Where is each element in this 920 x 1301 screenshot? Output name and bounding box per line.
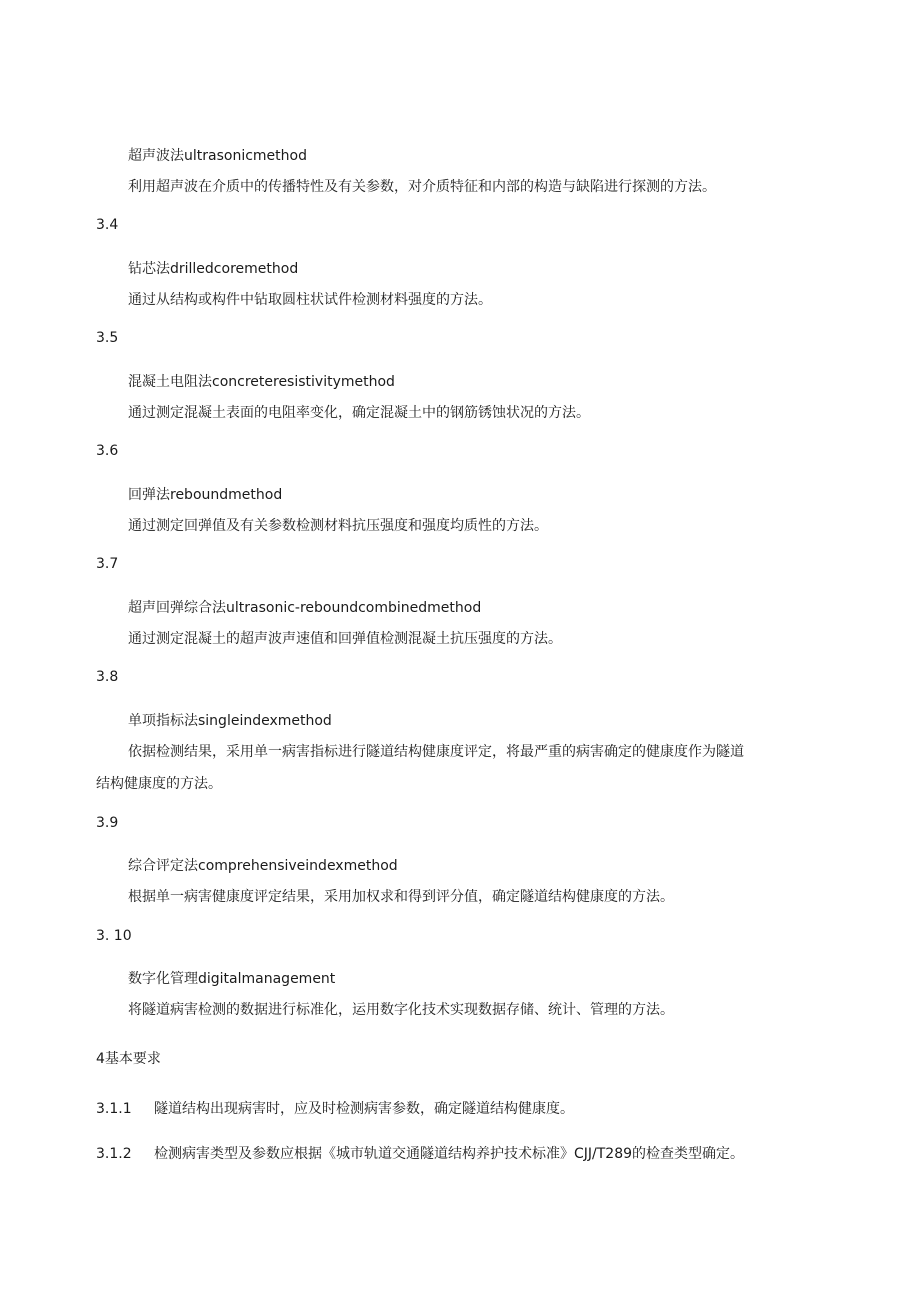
term-single-index-method: 单项指标法singleindexmethod <box>128 713 332 729</box>
term-digital-management: 数字化管理digitalmanagement <box>128 971 336 987</box>
term-ultrasonic-rebound-combined-method: 超声回弹综合法ultrasonic-reboundcombinedmethod <box>128 600 482 616</box>
definition-ultrasonic-method: 利用超声波在介质中的传播特性及有关参数，对介质特征和内部的构造与缺陷进行探测的方法。 <box>128 179 716 195</box>
definition-drilled-core-method: 通过从结构或构件中钻取圆柱状试件检测材料强度的方法。 <box>128 292 492 308</box>
clause-number-3-1-1: 3.1.1 <box>96 1101 132 1117</box>
definition-concrete-resistivity-method: 通过测定混凝土表面的电阻率变化，确定混凝土中的钢筋锈蚀状况的方法。 <box>128 405 590 421</box>
definition-single-index-method: 依据检测结果，采用单一病害指标进行隧道结构健康度评定，将最严重的病害确定的健康度作为隧道 <box>128 744 744 760</box>
clause-number-3-4: 3.4 <box>96 217 119 233</box>
chapter-heading: 4基本要求 <box>96 1051 161 1067</box>
clause-number-3-1-2: 3.1.2 <box>96 1146 132 1162</box>
definition-ultrasonic-rebound-combined-method: 通过测定混凝土的超声波声速值和回弹值检测混凝土抗压强度的方法。 <box>128 631 562 647</box>
term-drilled-core-method: 钻芯法drilledcoremethod <box>128 261 299 277</box>
clause-number-3-5: 3.5 <box>96 330 119 346</box>
definition-comprehensive-index-method: 根据单一病害健康度评定结果，采用加权求和得到评分值，确定隧道结构健康度的方法。 <box>128 889 674 905</box>
clause-text-3-1-1: 隧道结构出现病害时，应及时检测病害参数，确定隧道结构健康度。 <box>154 1101 574 1117</box>
clause-text-3-1-2: 检测病害类型及参数应根据《城市轨道交通隧道结构养护技术标准》CJJ/T289的检查类型确定。 <box>154 1146 745 1162</box>
term-concrete-resistivity-method: 混凝土电阻法concreteresistivitymethod <box>128 374 395 390</box>
term-ultrasonic-method: 超声波法ultrasonicmethod <box>128 148 307 164</box>
definition-rebound-method: 通过测定回弹值及有关参数检测材料抗压强度和强度均质性的方法。 <box>128 518 548 534</box>
clause-number-3-7: 3.7 <box>96 556 119 572</box>
clause-number-3-9: 3.9 <box>96 815 119 831</box>
definition-single-index-method-continued: 结构健康度的方法。 <box>96 776 222 792</box>
clause-number-3-8: 3.8 <box>96 669 119 685</box>
definition-digital-management: 将隧道病害检测的数据进行标准化，运用数字化技术实现数据存储、统计、管理的方法。 <box>128 1002 674 1018</box>
clause-number-3-6: 3.6 <box>96 443 119 459</box>
term-rebound-method: 回弹法reboundmethod <box>128 487 283 503</box>
clause-number-3-10: 3. 10 <box>96 928 132 944</box>
term-comprehensive-index-method: 综合评定法comprehensiveindexmethod <box>128 858 398 874</box>
